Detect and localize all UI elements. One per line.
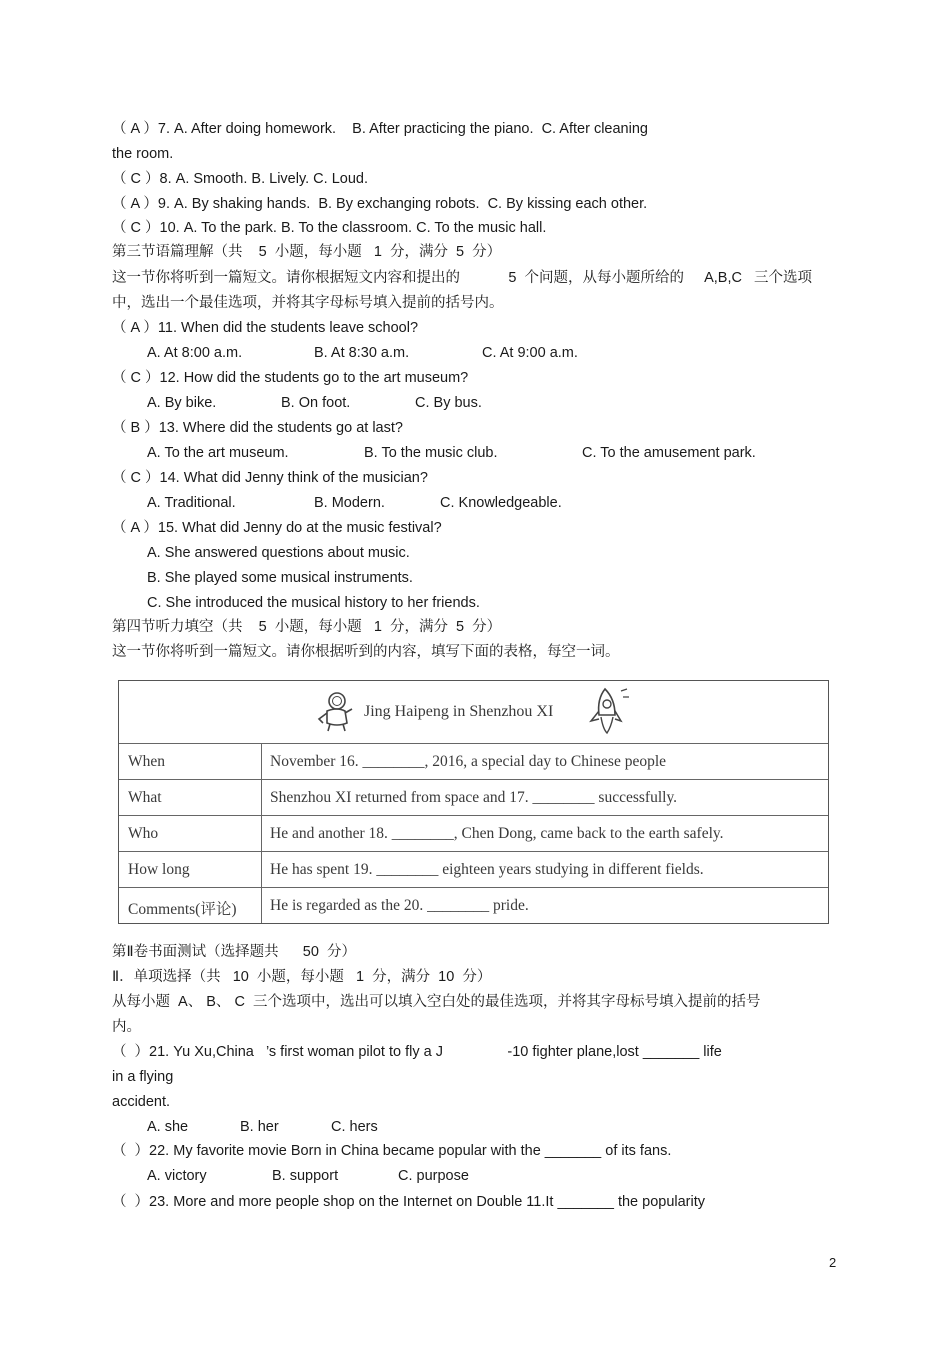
q22-option-c: C. purpose bbox=[398, 1168, 469, 1184]
row-label-how-long: How long bbox=[128, 861, 190, 878]
row-label-comments: Comments(评论) bbox=[128, 901, 237, 918]
question-21-cont: in a flying bbox=[112, 1069, 174, 1085]
q13-option-a: A. To the art museum. bbox=[147, 445, 289, 461]
section-4-instruction: 这一节你将听到一篇短文。请你根据听到的内容，填写下面的表格，每空一词。 bbox=[112, 644, 620, 660]
q21-option-a: A. she bbox=[147, 1119, 189, 1135]
question-12: （ C ）12. How did the students go to the art museum? bbox=[112, 370, 469, 386]
q21-option-c: C. hers bbox=[331, 1119, 378, 1135]
question-10: （ C ）10. A. To the park. B. To the classroom. C. To the music hall. bbox=[112, 220, 547, 236]
q15-option-a: A. She answered questions about music. bbox=[147, 545, 410, 561]
row-text-what: Shenzhou XI returned from space and 17. ________ successfully. bbox=[270, 789, 678, 806]
table-title-row bbox=[119, 681, 828, 743]
row-label-what: What bbox=[128, 789, 162, 806]
section-4-title: 第四节听力填空（共 5 小题，每小题 1 分，满分 5 分） bbox=[112, 619, 502, 635]
row-text-comments: He is regarded as the 20. ________ pride. bbox=[270, 897, 529, 914]
row-text-who: He and another 18. ________, Chen Dong, came back to the earth safely. bbox=[270, 825, 724, 842]
row-label-when: When bbox=[128, 753, 166, 770]
q14-option-a: A. Traditional. bbox=[147, 495, 236, 511]
q12-option-c: C. By bus. bbox=[415, 395, 482, 411]
section-3-instruction-cont: 中，选出一个最佳选项，并将其字母标号填入提前的括号内。 bbox=[112, 295, 504, 311]
q14-option-b: B. Modern. bbox=[314, 495, 385, 511]
q11-option-b: B. At 8:30 a.m. bbox=[314, 345, 410, 361]
page-number: 2 bbox=[829, 1255, 837, 1270]
question-15: （ A ）15. What did Jenny do at the music festival? bbox=[112, 520, 442, 536]
part-2-subtitle: Ⅱ．单项选择（共 10 小题，每小题 1 分，满分 10 分） bbox=[112, 969, 492, 985]
question-14: （ C ）14. What did Jenny think of the musician? bbox=[112, 470, 428, 486]
question-22: （ ）22. My favorite movie Born in China became popular with the _______ of its fans. bbox=[112, 1143, 672, 1159]
question-7-cont: the room. bbox=[112, 146, 174, 162]
table-row bbox=[119, 851, 828, 888]
q14-option-c: C. Knowledgeable. bbox=[440, 495, 562, 511]
astronaut-icon bbox=[315, 689, 355, 733]
q22-option-b: B. support bbox=[272, 1168, 339, 1184]
q12-option-a: A. By bike. bbox=[147, 395, 217, 411]
question-11: （ A ）11. When did the students leave school? bbox=[112, 320, 419, 336]
rocket-icon bbox=[585, 685, 631, 737]
question-21-cont2: accident. bbox=[112, 1094, 171, 1110]
question-23: （ ）23. More and more people shop on the Internet on Double 11.It _______ the popularity bbox=[112, 1194, 706, 1210]
part-2-instruction-cont: 内。 bbox=[112, 1019, 141, 1035]
q15-option-b: B. She played some musical instruments. bbox=[147, 570, 413, 586]
q13-option-c: C. To the amusement park. bbox=[582, 445, 756, 461]
q11-option-a: A. At 8:00 a.m. bbox=[147, 345, 243, 361]
q15-option-c: C. She introduced the musical history to her friends. bbox=[147, 595, 480, 611]
table-row bbox=[119, 887, 828, 924]
part-2-title: 第Ⅱ卷书面测试（选择题共 50 分） bbox=[112, 944, 356, 960]
table-title: Jing Haipeng in Shenzhou XI bbox=[364, 703, 554, 720]
q21-option-b: B. her bbox=[240, 1119, 279, 1135]
question-9: （ A ）9. A. By shaking hands. B. By exchanging robots. C. By kissing each other. bbox=[112, 196, 648, 212]
q11-option-c: C. At 9:00 a.m. bbox=[482, 345, 578, 361]
row-label-who: Who bbox=[128, 825, 159, 842]
section-3-instruction: 这一节你将听到一篇短文。请你根据短文内容和提出的 5 个问题，从每小题所给的 A,B,C 三个选项 bbox=[112, 270, 813, 286]
q22-option-a: A. victory bbox=[147, 1168, 207, 1184]
question-13: （ B ）13. Where did the students go at last? bbox=[112, 420, 403, 436]
table-row bbox=[119, 743, 828, 780]
q13-option-b: B. To the music club. bbox=[364, 445, 498, 461]
table-row bbox=[119, 779, 828, 816]
table-row bbox=[119, 815, 828, 852]
q12-option-b: B. On foot. bbox=[281, 395, 351, 411]
question-8: （ C ）8. A. Smooth. B. Lively. C. Loud. bbox=[112, 171, 369, 187]
question-7: （ A ）7. A. After doing homework. B. After practicing the piano. C. After cleaning bbox=[112, 121, 648, 137]
question-21: （ ）21. Yu Xu,China ’s first woman pilot to fly a J -10 fighter plane,lost _______ life bbox=[112, 1044, 722, 1060]
fill-in-table bbox=[118, 680, 829, 924]
section-3-title: 第三节语篇理解（共 5 小题，每小题 1 分，满分 5 分） bbox=[112, 244, 502, 260]
part-2-instruction: 从每小题 A、 B、 C 三个选项中，选出可以填入空白处的最佳选项，并将其字母标号填入提前的括号 bbox=[112, 994, 761, 1010]
row-text-when: November 16. ________, 2016, a special day to Chinese people bbox=[270, 753, 667, 770]
row-text-how-long: He has spent 19. ________ eighteen years studying in different fields. bbox=[270, 861, 704, 878]
